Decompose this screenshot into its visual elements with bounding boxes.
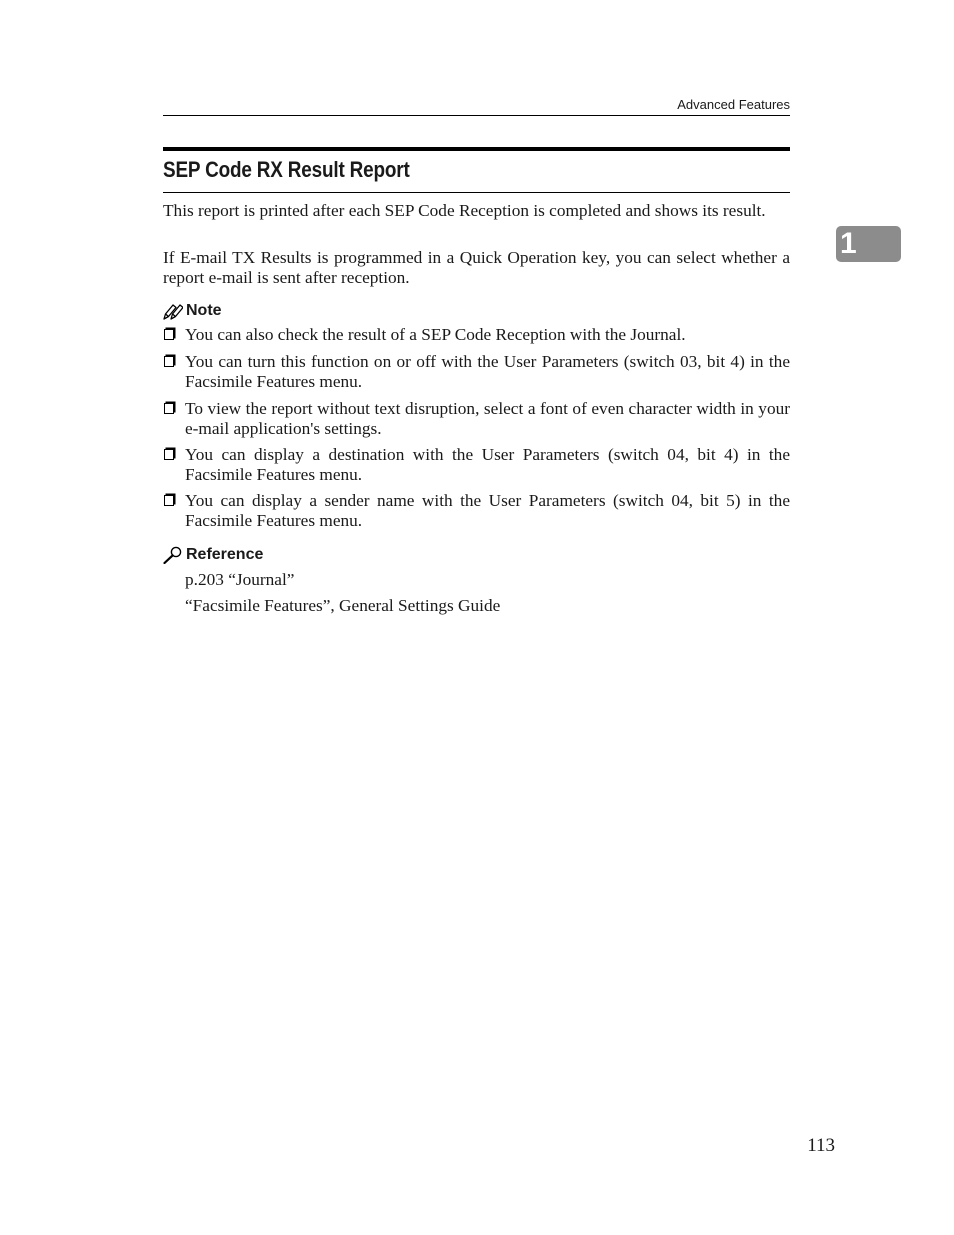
note-item [163, 352, 790, 392]
title-rule-top [163, 147, 790, 151]
note-label: Note [186, 302, 222, 319]
checkbox-icon [164, 495, 174, 506]
magnifier-icon [163, 546, 183, 564]
note-heading [163, 301, 222, 321]
reference-list [185, 570, 500, 622]
checkbox-icon [164, 356, 174, 367]
note-item [163, 491, 790, 531]
note-list [163, 325, 790, 538]
intro-paragraph-1: This report is printed after each SEP Code Reception is completed and shows its result. [163, 201, 766, 220]
checkbox-icon [164, 449, 174, 460]
pencil-icon [163, 302, 183, 320]
reference-link-facsimile-features[interactable]: “Facsimile Features”, General Settings Guide [185, 596, 501, 615]
title-rule-bottom [163, 192, 790, 193]
note-item-text: You can display a sender name with the User Parameters (switch 04, bit 5) in the Facsimile Features menu. [185, 491, 790, 530]
reference-label: Reference [186, 546, 264, 563]
checkbox-icon [164, 403, 174, 414]
note-item-text: You can also check the result of a SEP Code Reception with the Journal. [185, 325, 686, 344]
note-item [163, 445, 790, 485]
checkbox-icon [164, 329, 174, 340]
page-title: SEP Code RX Result Report [163, 157, 410, 182]
reference-heading [163, 545, 263, 565]
chapter-tab: 1 [836, 226, 901, 262]
running-header: Advanced Features [677, 97, 790, 112]
note-item-text: To view the report without text disruption, select a font of even character width in your e-mail application's settings. [185, 399, 790, 438]
page-number: 113 [807, 1135, 835, 1156]
note-item-text: You can display a destination with the User Parameters (switch 04, bit 4) in the Facsimile Features menu. [185, 445, 790, 484]
header-rule [163, 115, 790, 116]
reference-link-journal[interactable]: p.203 “Journal” [185, 570, 295, 589]
note-item-text: You can turn this function on or off with the User Parameters (switch 03, bit 4) in the Facsimile Features menu. [185, 352, 790, 391]
note-item [163, 399, 790, 439]
note-item [163, 325, 790, 345]
intro-paragraph-2: If E-mail TX Results is programmed in a Quick Operation key, you can select whether a report e-mail is sent after reception. [163, 248, 790, 287]
